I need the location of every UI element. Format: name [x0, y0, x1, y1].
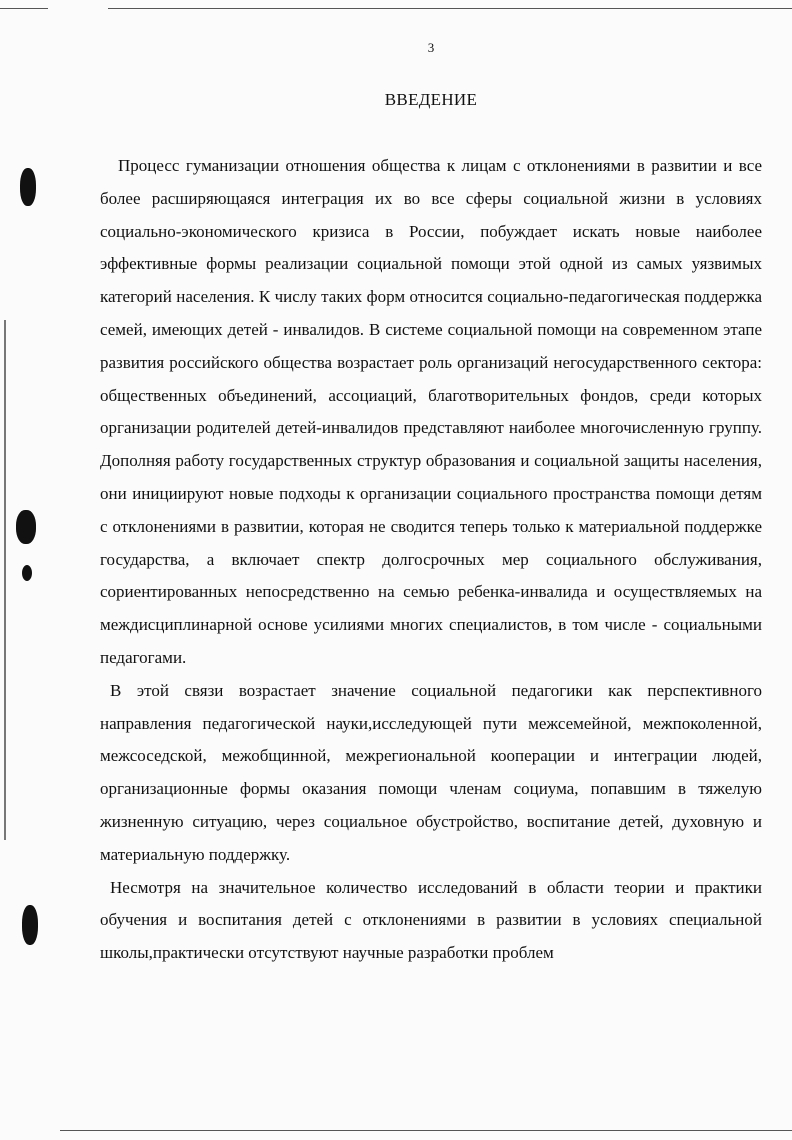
- paragraph: Процесс гуманизации отношения общества к лицам с отклонениями в развитии и все более расширяющаяся интеграция их во все сферы социальной жизни в условиях социально-экономического кризиса в России, побуждает искать новые наиболее эффективные формы реализации социальной помощи этой одной из самых уязвимых категорий населения. К числу таких форм относится социально-педагогическая поддержка семей, имеющих детей - инвалидов. В системе социальной помощи на современном этапе развития российского общества возрастает роль организаций негосударственного сектора: общественных объединений, ассоциаций, благотворительных фондов, среди которых организации родителей детей-инвалидов представляют наиболее многочисленную группу. Дополняя работу государственных структур образования и социальной защиты населения, они инициируют новые подходы к организации социального пространства помощи детям с отклонениями в развитии, которая не сводится теперь только к материальной поддержке государства, а включает спектр долгосрочных мер социального обслуживания, сориентированных непосредственно на семью ребенка-инвалида и осуществляемых на междисциплинарной основе усилиями многих специалистов, в том числе - социальными педагогами.: [100, 156, 762, 667]
- page-title: ВВЕДЕНИЕ: [384, 90, 478, 109]
- scan-top-line: [108, 8, 792, 9]
- scan-bottom-line: [60, 1130, 792, 1131]
- binding-hole-mark: [16, 510, 36, 544]
- scan-top-line: [0, 8, 48, 9]
- page-number: 3: [427, 40, 435, 55]
- paragraph: Несмотря на значительное количество исследований в области теории и практики обучения и воспитания детей с отклонениями в развитии в условиях специальной школы,практически отсутствуют научные разработки проблем: [100, 877, 762, 963]
- scan-left-edge: [4, 320, 6, 840]
- binding-hole-mark: [20, 168, 36, 206]
- binding-hole-mark: [22, 565, 32, 581]
- binding-hole-mark: [22, 905, 38, 945]
- paragraph: В этой связи возрастает значение социальной педагогики как перспективного направления педагогической науки,исследующей пути межсемейной, межпоколенной, межсоседской, межобщинной, межрегиональной кооперации и интеграции людей, организационные формы оказания помощи членам социума, попавшим в тяжелую жизненную ситуацию, через социальное обустройство, воспитание детей, духовную и материальную поддержку.: [100, 680, 762, 864]
- document-body: [100, 150, 762, 970]
